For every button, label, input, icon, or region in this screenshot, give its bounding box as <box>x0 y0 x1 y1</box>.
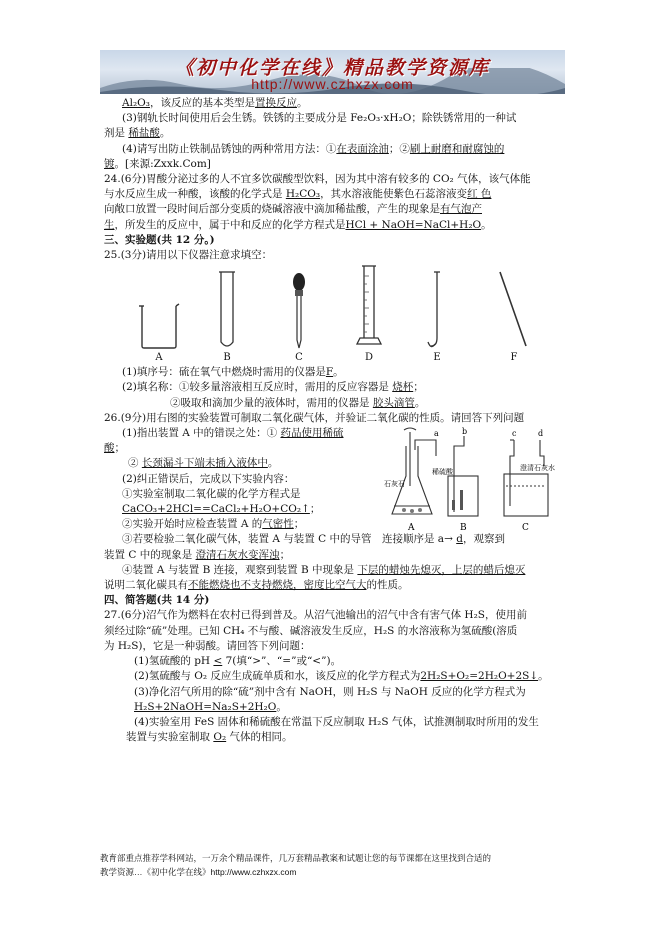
q24-line1 <box>104 172 564 187</box>
text: (3)净化沼气所用的除“硫”剂中含有 NaOH，则 H₂S 与 NaOH 反应的化学方程式为 <box>134 685 526 698</box>
text: ①实验室制取二氧化碳的化学方程式是 <box>122 487 301 500</box>
text: 7(填“>”、“=”或“<”)。 <box>225 655 342 668</box>
q27-line3 <box>104 639 564 654</box>
answer-blank: 药品使用稀硫 <box>280 427 344 440</box>
text: (2)氢硫酸与 O₂ 反应生成硫单质和水，该反应的化学方程式为 <box>134 670 421 683</box>
text: 向敞口放置一段时间后部分变质的烧碱溶液中滴加稀盐酸，产生的现象是 <box>104 203 440 216</box>
q27-part1 <box>104 654 564 669</box>
answer-blank: 镀 <box>104 157 115 170</box>
answer-blank: d <box>456 533 463 546</box>
text: ； <box>413 381 424 394</box>
footer-line-1: 教育部重点推荐学科网站，一万余个精品课件，几万套精品教案和试题让您的每节课都在这里找到合适的 <box>100 853 492 863</box>
section-4-heading: 四、简答题(共 14 分) <box>104 594 210 607</box>
q23-line <box>104 96 564 111</box>
answer-blank: CaCO₃+2HCl==CaCl₂+H₂O+CO₂↑ <box>122 503 310 516</box>
text: 。 <box>333 366 344 379</box>
graduated-cylinder-icon <box>354 264 384 350</box>
text: (1)指出装置 A 中的错误之处：① <box>122 427 278 440</box>
q24-line4 <box>104 218 564 233</box>
test-tube-icon <box>217 270 237 350</box>
page-footer <box>100 851 560 879</box>
dropper-c <box>284 270 314 365</box>
q27-line2 <box>104 624 564 639</box>
text: 的性质。 <box>366 579 409 592</box>
answer-blank: H₂CO₃ <box>285 188 321 201</box>
text: 24.(6分)胃酸分泌过多的人不宜多饮碳酸型饮料，因为其中溶有较多的 CO₂ 气体，该气体能 <box>104 173 531 186</box>
text: 。 <box>276 700 287 713</box>
q23-part3-cont <box>104 126 564 141</box>
text: ② <box>128 457 139 470</box>
footer-line-2[interactable]: 教学资源…《初中化学在线》http://www.czhxzx.com <box>100 867 297 877</box>
fig-label-b: b <box>462 427 468 437</box>
text: 。 <box>481 218 492 231</box>
fig-label-acid: 稀硫酸 <box>432 468 453 477</box>
answer-blank: 红 色 <box>467 188 492 201</box>
dropper-icon <box>291 270 307 350</box>
text: 。 <box>159 127 171 140</box>
answer-blank: 稀盐酸 <box>128 127 160 140</box>
figure-label: B <box>223 352 231 364</box>
fig-label-c: c <box>512 429 517 439</box>
fig-label-d: d <box>538 429 544 439</box>
q23-part4-cont <box>104 157 564 172</box>
q25-part3 <box>104 396 564 411</box>
q26-part2-1 <box>104 487 374 502</box>
text: 。 <box>267 457 279 470</box>
text: (1)填序号：硫在氧气中燃烧时需用的仪器是 <box>122 366 326 379</box>
text: ，所发生的反应中，属于中和反应的化学方程式是 <box>114 218 346 231</box>
rod-f <box>494 270 534 365</box>
q26-part1-cont <box>104 441 374 456</box>
beaker-a <box>134 302 184 365</box>
q26-block <box>104 426 564 532</box>
q27-part2 <box>104 669 564 684</box>
q26-stem <box>104 411 564 426</box>
document-body <box>104 96 564 745</box>
answer-blank: 下层的蜡烛先熄灭，上层的蜡后熄灭 <box>357 563 526 576</box>
co2-apparatus-figure <box>384 426 564 536</box>
glass-rod-icon <box>496 270 532 350</box>
answer-blank: 置换反应 <box>254 97 297 109</box>
q24-line2 <box>104 187 564 202</box>
text: (2)纠正错误后，完成以下实验内容： <box>122 472 295 485</box>
spoon-e <box>422 270 452 365</box>
fig-label-limestone: 石灰石 <box>384 480 405 489</box>
fig-label-limewater: 澄清石灰水 <box>520 464 555 473</box>
answer-blank: F <box>325 366 334 379</box>
q26-text-column <box>104 426 374 532</box>
q23-part3 <box>104 111 564 126</box>
text: ； <box>293 518 305 531</box>
answer-blank: 气密性 <box>262 518 294 531</box>
answer-blank: 酸 <box>104 442 115 455</box>
q26-part1b <box>104 456 374 471</box>
figure-label: A <box>155 352 163 364</box>
q26-part1 <box>104 426 374 441</box>
q27-part4 <box>104 715 564 730</box>
figure-label: C <box>295 352 303 364</box>
answer-blank: 生 <box>104 218 115 231</box>
text: 须经过除“硫”处理。已知 CH₄ 不与酸、碱溶液发生反应，H₂S 的水溶液称为氢硫酸(溶质 <box>104 624 518 637</box>
q25-part1 <box>104 365 564 380</box>
text: (4)请写出防止铁制品锈蚀的两种常用方法：① <box>122 142 337 155</box>
text: ； <box>114 442 125 455</box>
q27-part3-ans <box>104 700 564 715</box>
q26-part2-4-cont <box>104 578 564 593</box>
answer-blank: O₂ <box>213 731 227 744</box>
answer-blank: 长颈漏斗下端未插入液体中 <box>141 457 268 470</box>
text: 。[来源:Zxxk.Com] <box>114 157 211 170</box>
answer-blank: 有气泡产 <box>440 203 482 216</box>
q26-equation <box>104 502 374 517</box>
text: 。 <box>414 396 426 409</box>
q24-line3 <box>104 202 564 217</box>
text: ②吸取和滴加少量的液体时，需用的仪器是 <box>170 396 370 409</box>
answer-blank: < <box>213 655 223 668</box>
fig-label-C: C <box>522 523 529 534</box>
q27-part4-cont <box>104 730 564 745</box>
text: ，其水溶液能使紫色石蕊溶液变 <box>320 188 468 201</box>
text: 装置与实验室制取 <box>126 731 210 744</box>
answer-blank: 澄清石灰水变浑浊 <box>195 548 280 561</box>
answer-blank: H₂S+2NaOH=Na₂S+2H₂O <box>134 700 277 713</box>
text: (2)填名称：①较多量溶液相互反应时，需用的反应容器是 <box>122 381 389 394</box>
text: 与水反应生成一种酸，该酸的化学式是 <box>104 188 283 201</box>
answer-blank: HCl + NaOH=NaCl+H₂O <box>345 218 482 231</box>
apparatus-figure <box>104 265 564 365</box>
text: ； <box>309 503 321 516</box>
text: 27.(6分)沼气作为燃料在农村已得到普及。从沼气池输出的沼气中含有害气体 H₂S，使用前 <box>104 609 527 622</box>
combustion-spoon-icon <box>427 270 447 350</box>
text: (1)氢硫酸的 pH <box>134 655 211 668</box>
text: (4)实验室用 FeS 固体和稀硫酸在常温下反应制取 H₂S 气体，试推测制取时所用的发生 <box>134 715 539 728</box>
answer-blank: 2H₂S+O₂=2H₂O+2S↓ <box>420 670 539 683</box>
q25-part2 <box>104 380 564 395</box>
text: ； <box>279 548 291 561</box>
text: ，观察到 <box>462 533 505 546</box>
text: 。 <box>538 670 549 683</box>
q26-part2-4 <box>104 563 564 578</box>
text: 气体的相同。 <box>229 731 293 744</box>
figure-label: E <box>433 352 441 364</box>
q26-part2 <box>104 472 374 487</box>
text: 。 <box>296 97 308 109</box>
answer-blank: Al₂O₃ <box>122 97 150 109</box>
q27-part3 <box>104 685 564 700</box>
text: ，该反应的基本类型是 <box>149 97 255 109</box>
fig-label-B: B <box>460 523 467 534</box>
answer-blank: 在表面涂油 <box>336 142 389 155</box>
header-banner <box>100 50 565 94</box>
text: 25.(3分)请用以下仪器注意求填空： <box>104 249 273 262</box>
answer-blank: 不能燃烧也不支持燃烧，密度比空气大 <box>188 579 367 592</box>
q26-part2-3-cont <box>104 548 564 563</box>
banner-url[interactable]: http://www.czhxzx.com <box>251 76 414 92</box>
text: (3)钢轨长时间使用后会生锈。铁锈的主要成分是 Fe₂O₃·xH₂O；除铁锈常用的一种试 <box>122 112 517 125</box>
test-tube-b <box>212 270 242 365</box>
text: 为 H₂S)，它是一种弱酸。请回答下列问题： <box>104 639 311 652</box>
text: ②实验开始时应检查装置 A 的 <box>122 518 263 531</box>
figure-label: F <box>510 352 518 364</box>
banner-title: 《初中化学在线》精品教学资源库 <box>174 57 490 79</box>
q23-part4 <box>104 142 564 157</box>
section-3-heading: 三、实验题(共 12 分。) <box>104 233 215 246</box>
q26-part2-2 <box>104 517 374 532</box>
answer-blank: 胶头滴管 <box>372 396 415 409</box>
text: 剂是 <box>104 127 125 140</box>
answer-blank: 烧杯 <box>392 381 414 394</box>
text: 说明二氧化碳具有 <box>104 579 188 592</box>
beaker-icon <box>136 302 182 350</box>
text: 26.(9分)用右图的实验装置可制取二氧化碳气体，并验证二氧化碳的性质。请回答下列问题 <box>104 411 525 424</box>
cylinder-d <box>349 264 389 365</box>
q25-stem <box>104 248 564 263</box>
text: ；② <box>388 142 410 155</box>
text: 装置 C 中的现象是 <box>104 548 193 561</box>
figure-label: D <box>364 352 374 364</box>
text: ④装置 A 与装置 B 连接，观察到装置 B 中现象是 <box>122 563 355 576</box>
answer-blank: 刷上耐磨和耐腐蚀的 <box>409 142 505 155</box>
fig-label-A: A <box>408 523 415 534</box>
q27-line1 <box>104 608 564 623</box>
fig-label-a: a <box>434 429 439 439</box>
text: ③若要检验二氧化碳气体，装置 A 与装置 C 中的导管 连接顺序是 a→ <box>122 533 453 546</box>
